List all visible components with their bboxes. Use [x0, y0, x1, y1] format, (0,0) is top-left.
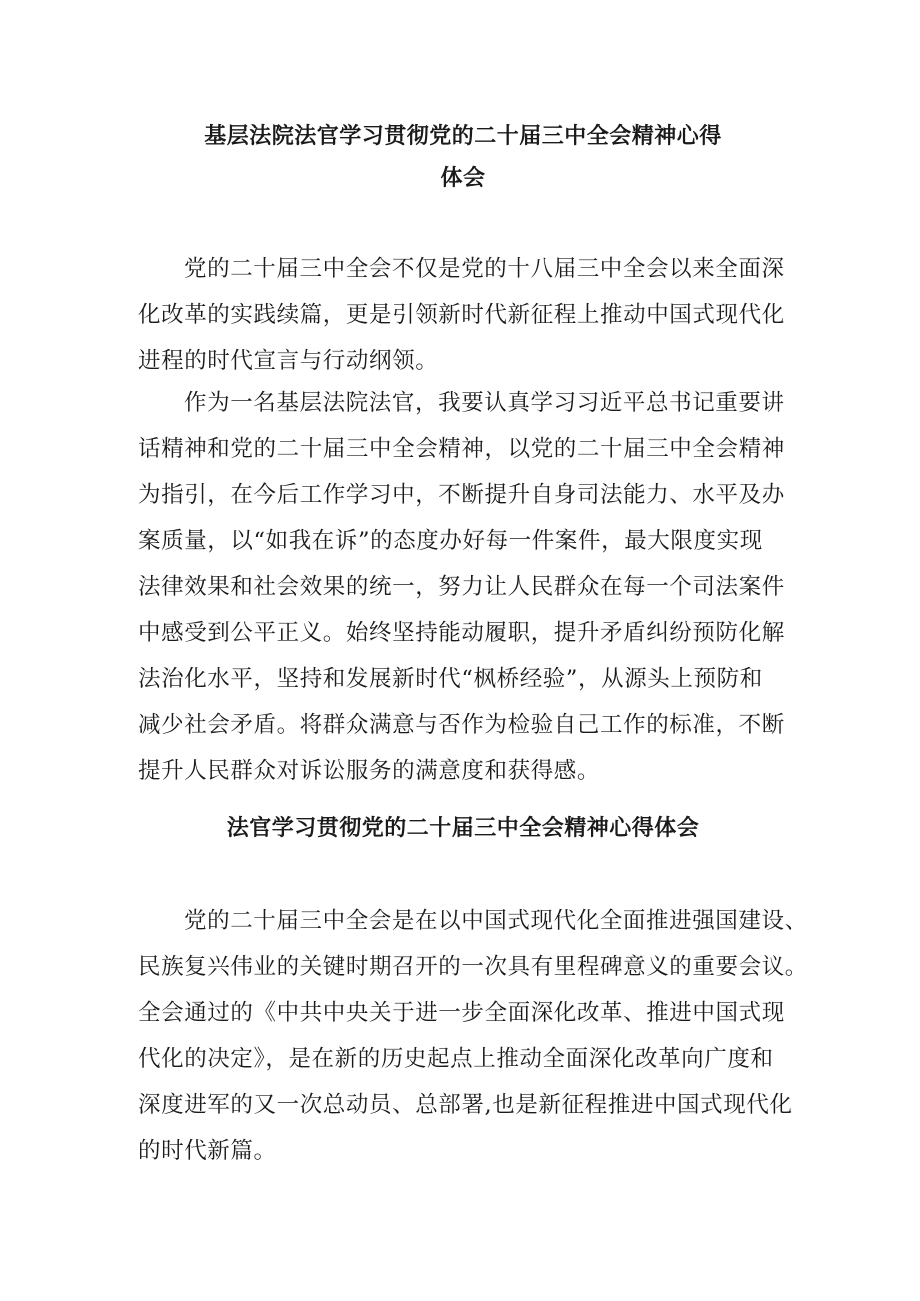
- paragraph-line: 的时代新篇。: [138, 1138, 277, 1164]
- article-1-title-line: 基层法院法官学习贯彻党的二十届三中全会精神心得: [204, 124, 722, 149]
- paragraph-line: 案质量，以“如我在诉”的态度办好每一件案件，最大限度实现: [138, 528, 763, 554]
- paragraph-line: 法治化水平，坚持和发展新时代“枫桥经验”，从源头上预防和: [138, 666, 763, 692]
- article-1-paragraph-2: [138, 380, 798, 794]
- paragraph-line: 党的二十届三中全会不仅是党的十八届三中全会以来全面深: [184, 256, 785, 282]
- paragraph-line: 减少社会矛盾。将群众满意与否作为检验自己工作的标准，不断: [138, 712, 785, 738]
- paragraph-line: 为指引，在今后工作学习中，不断提升自身司法能力、水平及办: [138, 482, 785, 508]
- article-2-title: [138, 808, 788, 850]
- paragraph-line: 提升人民群众对诉讼服务的满意度和获得感。: [138, 758, 601, 784]
- article-2-paragraph-1: [138, 898, 808, 1174]
- paragraph-line: 法律效果和社会效果的统一，努力让人民群众在每一个司法案件: [138, 574, 785, 600]
- paragraph-line: 中感受到公平正义。始终坚持能动履职，提升矛盾纠纷预防化解: [138, 620, 785, 646]
- paragraph-line: 党的二十届三中全会是在以中国式现代化全面推进强国建设、: [184, 908, 808, 934]
- article-1-title: [138, 116, 788, 200]
- paragraph-line: 话精神和党的二十届三中全会精神，以党的二十届三中全会精神: [138, 436, 785, 462]
- article-2-title-line: 法官学习贯彻党的二十届三中全会精神心得体会: [226, 816, 700, 841]
- article-1-paragraph-1: [138, 246, 798, 384]
- paragraph-line: 深度进军的又一次总动员、总部署,也是新征程推进中国式现代化: [138, 1092, 793, 1118]
- paragraph-line: 作为一名基层法院法官，我要认真学习习近平总书记重要讲: [184, 390, 785, 416]
- paragraph-line: 代化的决定》，是在新的历史起点上推动全面深化改革向广度和: [138, 1046, 774, 1072]
- article-1-title-line: 体会: [440, 166, 486, 191]
- paragraph-line: 进程的时代宣言与行动纲领。: [138, 348, 439, 374]
- paragraph-line: 全会通过的《中共中央关于进一步全面深化改革、推进中国式现: [138, 1000, 785, 1026]
- paragraph-line: 化改革的实践续篇，更是引领新时代新征程上推动中国式现代化: [138, 302, 785, 328]
- paragraph-line: 民族复兴伟业的关键时期召开的一次具有里程碑意义的重要会议。: [138, 954, 808, 980]
